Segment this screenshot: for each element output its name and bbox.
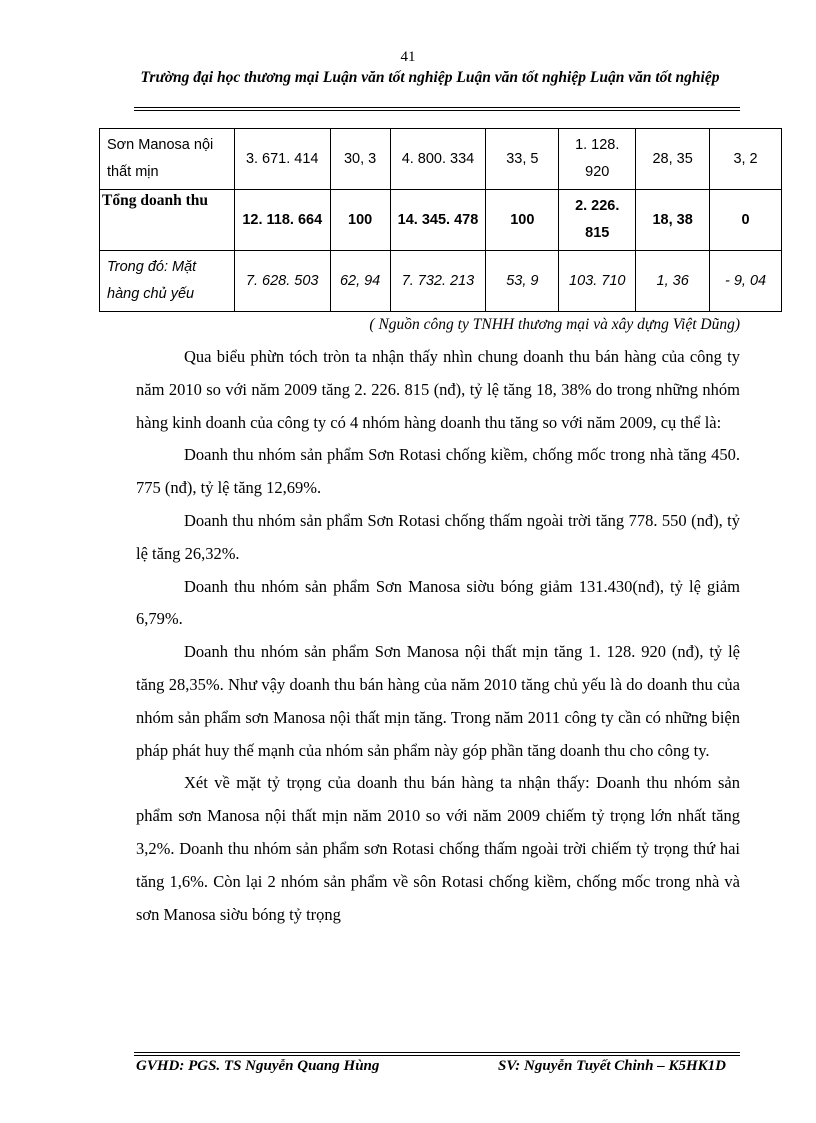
table-cell: 103. 710 bbox=[559, 251, 636, 312]
table-cell: 12. 118. 664 bbox=[234, 190, 330, 251]
paragraph: Doanh thu nhóm sản phẩm Sơn Manosa siờu bóng giảm 131.430(nđ), tỷ lệ giảm 6,79%. bbox=[136, 576, 740, 629]
paragraph: Xét về mặt tỷ trọng của doanh thu bán hàng ta nhận thấy: Doanh thu nhóm sản phẩm sơn Manosa nội thất mịn năm 2010 so với năm 2009 chiếm tỷ trọng lớn nhất tăng 3,2%. Doanh thu nhóm sản phẩm sơn Rotasi chống thấm ngoài trời chiếm tỷ trọng thứ hai tăng 1,6%. Còn lại 2 nhóm sản phẩm về sôn Rotasi chống kiềm, chống mốc trong nhà và sơn Manosa siờu bóng tỷ trọng bbox=[136, 773, 740, 924]
header-title: Trường đại học thương mại Luận văn tốt nghiệp Luận văn tốt nghiệp Luận văn tốt nghiệp bbox=[140, 69, 720, 86]
table-cell: 7. 628. 503 bbox=[234, 251, 330, 312]
footer-supervisor: GVHD: PGS. TS Nguyễn Quang Hùng bbox=[136, 1058, 380, 1074]
table-cell: 18, 38 bbox=[636, 190, 710, 251]
table-cell: 100 bbox=[486, 190, 559, 251]
paragraph: Qua biểu phừn tóch tròn ta nhận thấy nhìn chung doanh thu bán hàng của công ty năm 2010 so với năm 2009 tăng 2. 226. 815 (nđ), tỷ lệ tăng 18, 38% do trong những nhóm hàng kinh doanh của công ty có 4 nhóm hàng doanh thu tăng so với năm 2009, cụ thể là: bbox=[136, 347, 740, 432]
footer bbox=[136, 1058, 726, 1075]
row-label: Trong đó: Mặt hàng chủ yếu bbox=[100, 251, 235, 312]
table-cell: 7. 732. 213 bbox=[390, 251, 486, 312]
header-divider bbox=[134, 107, 740, 111]
table-cell: 62, 94 bbox=[330, 251, 390, 312]
table-cell: 33, 5 bbox=[486, 129, 559, 190]
footer-student: SV: Nguyễn Tuyết Chinh – K5HK1D bbox=[498, 1058, 726, 1074]
table-cell: 1. 128. 920 bbox=[559, 129, 636, 190]
table-cell: - 9, 04 bbox=[710, 251, 782, 312]
table-cell: 0 bbox=[710, 190, 782, 251]
row-label: Sơn Manosa nội thất mịn bbox=[100, 129, 235, 190]
table-source-note: ( Nguồn công ty TNHH thương mại và xây dựng Việt Dũng) bbox=[369, 316, 740, 333]
body-text bbox=[136, 341, 740, 931]
page-number: 41 bbox=[400, 49, 416, 65]
paragraph: Doanh thu nhóm sản phẩm Sơn Manosa nội thất mịn tăng 1. 128. 920 (nđ), tỷ lệ tăng 28,35%. Như vậy doanh thu bán hàng của năm 2010 tăng chủ yếu là do doanh thu của nhóm sản phẩm sơn Manosa nội thất mịn tăng. Trong năm 2011 công ty cần có những biện pháp phát huy thế mạnh của nhóm sản phẩm này góp phần tăng doanh thu cho công ty. bbox=[136, 642, 740, 760]
table-cell: 28, 35 bbox=[636, 129, 710, 190]
table-cell: 53, 9 bbox=[486, 251, 559, 312]
table-row bbox=[100, 129, 782, 190]
table-cell: 30, 3 bbox=[330, 129, 390, 190]
footer-divider bbox=[134, 1052, 740, 1056]
table-row bbox=[100, 190, 782, 251]
table-cell: 3. 671. 414 bbox=[234, 129, 330, 190]
table-cell: 1, 36 bbox=[636, 251, 710, 312]
paragraph: Doanh thu nhóm sản phẩm Sơn Rotasi chống thấm ngoài trời tăng 778. 550 (nđ), tỷ lệ tăng 26,32%. bbox=[136, 510, 740, 563]
table-cell: 14. 345. 478 bbox=[390, 190, 486, 251]
table-cell: 4. 800. 334 bbox=[390, 129, 486, 190]
row-label: Tổng doanh thu bbox=[100, 190, 235, 251]
paragraph: Doanh thu nhóm sản phẩm Sơn Rotasi chống kiềm, chống mốc trong nhà tăng 450. 775 (nđ), tỷ lệ tăng 12,69%. bbox=[136, 445, 740, 498]
table-row bbox=[100, 251, 782, 312]
table-cell: 3, 2 bbox=[710, 129, 782, 190]
revenue-table bbox=[99, 128, 782, 312]
table-cell: 2. 226. 815 bbox=[559, 190, 636, 251]
table-cell: 100 bbox=[330, 190, 390, 251]
